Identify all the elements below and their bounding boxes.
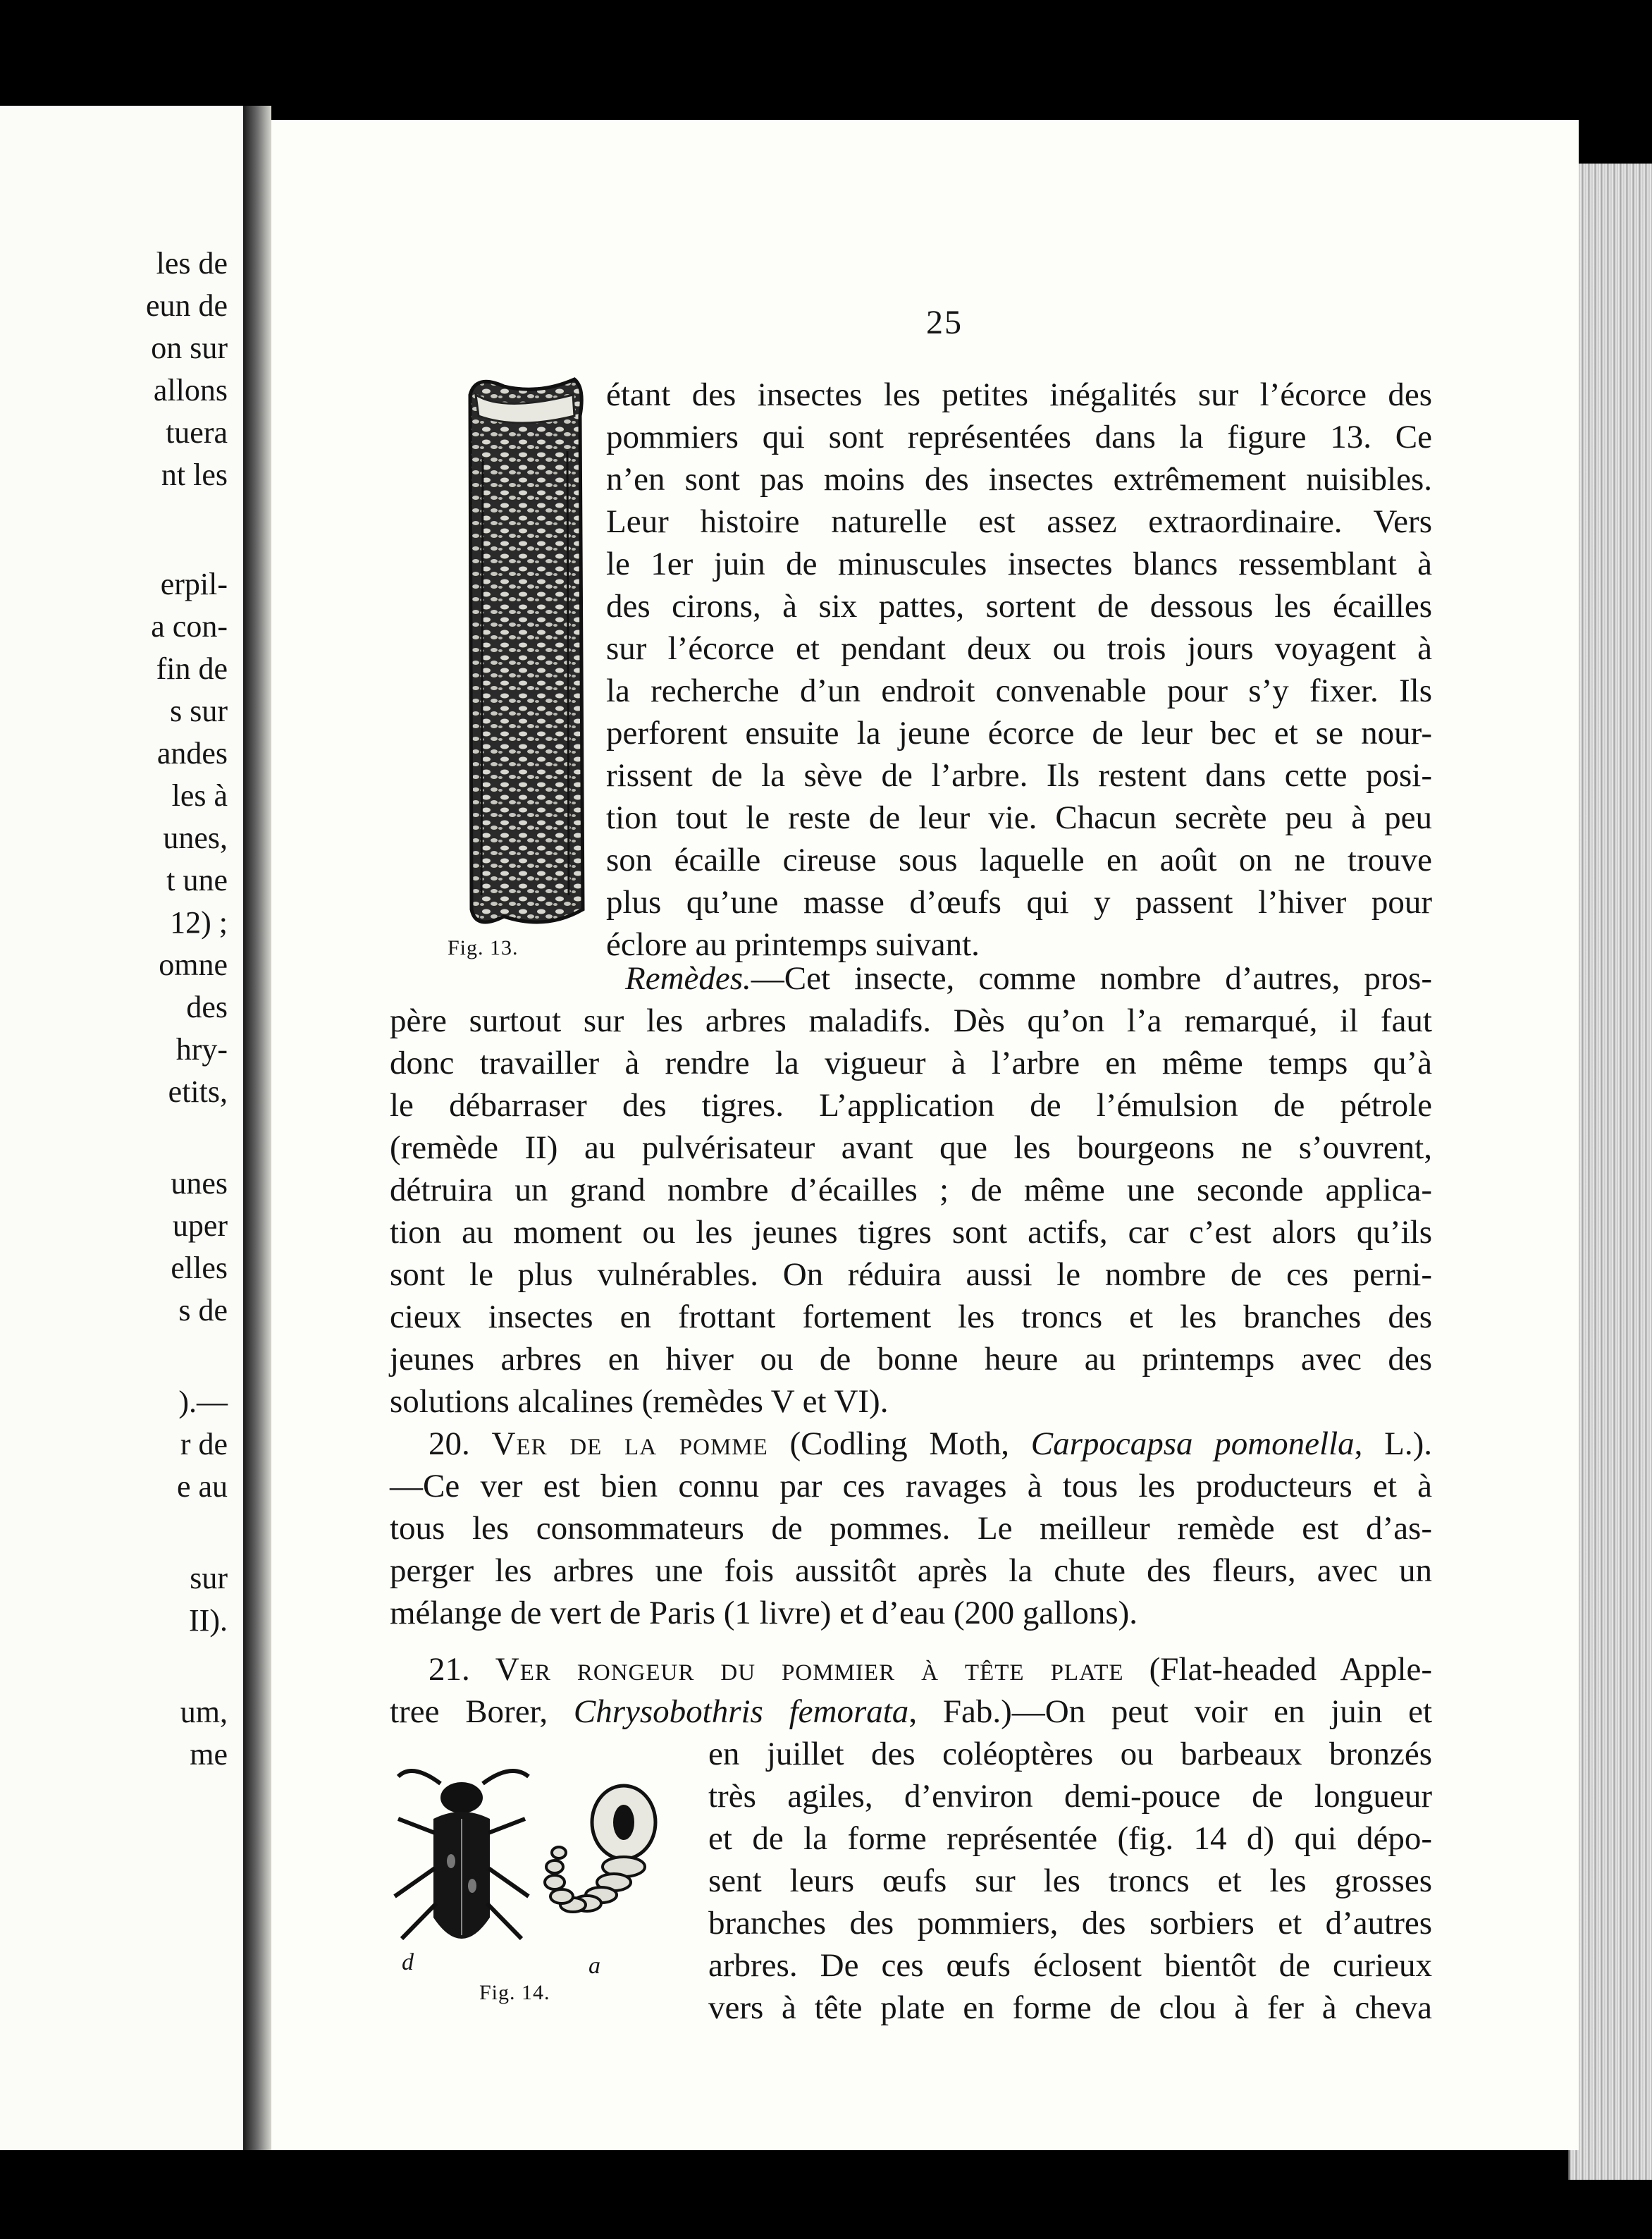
paragraph-line: le 1er juin de minuscules insectes blancs ressemblant à — [606, 546, 1432, 582]
fig13-caption: Fig. 13. — [448, 936, 519, 959]
left-page-text-fragment: andes — [156, 736, 228, 771]
paragraph-line: des cirons, à six pattes, sortent de dessous les écailles — [606, 588, 1432, 625]
section-20-number: 20. — [429, 1425, 470, 1462]
paragraph-line: mélange de vert de Paris (1 livre) et d’eau (200 gallons). — [390, 1595, 1138, 1631]
fig14-beetle-illustration — [384, 1755, 539, 1967]
section-20-latin-name: Carpocapsa pomonella — [1030, 1425, 1355, 1462]
section-21-latin-name: Chrysobothris femorata — [573, 1693, 909, 1730]
paragraph-line: la recherche d’un endroit convenable pour s’y fixer. Ils — [606, 673, 1432, 709]
fig14-label-d — [402, 1949, 414, 1976]
left-page-text-fragment: etits, — [168, 1074, 228, 1109]
paragraph-line: plus qu’une masse d’œufs qui y passent l’hiver pour — [606, 884, 1432, 921]
paragraph-line: jeunes arbres en hiver ou de bonne heure au printemps avec des — [390, 1341, 1432, 1378]
fig14-label-a-text: a — [588, 1953, 601, 1979]
paragraph-line: détruira un grand nombre d’écailles ; de même une seconde applica- — [390, 1172, 1432, 1208]
paragraph-line: n’en sont pas moins des insectes extrêmement nuisibles. — [606, 461, 1432, 498]
fig14-caption: Fig. 14. — [479, 1981, 550, 2004]
left-page-text-fragment: unes — [171, 1166, 228, 1201]
left-page-text-fragment: unes, — [163, 821, 228, 855]
left-page-text-fragment: allons — [153, 373, 228, 407]
paragraph-line: Leur histoire naturelle est assez extraordinaire. Vers — [606, 503, 1432, 540]
section-21-second-line — [390, 1691, 1432, 1733]
left-page-text-fragment: r de — [180, 1427, 228, 1461]
paragraph-line: tous les consommateurs de pommes. Le meilleur remède est d’as- — [390, 1510, 1432, 1547]
section-21-title: Ver rongeur du pommier à tête plate — [495, 1651, 1124, 1688]
left-page-text-fragment: on sur — [151, 331, 228, 365]
paragraph-line: et de la forme représentée (fig. 14 d) qui dépo- — [708, 1820, 1432, 1857]
paragraph-line: son écaille cireuse sous laquelle en août on ne trouve — [606, 842, 1432, 878]
left-page-text-fragment: t une — [166, 863, 228, 897]
section-21-tree-borer: tree Borer, — [390, 1693, 574, 1730]
section-20-common-name: (Codling Moth, — [789, 1425, 1031, 1462]
left-page-text-fragment: eun de — [145, 288, 228, 323]
left-page-text-fragment: a con- — [151, 609, 228, 644]
left-page-text-fragment: s de — [178, 1293, 228, 1327]
left-page-text-fragment: me — [190, 1737, 228, 1772]
remedes-first-line — [625, 957, 1432, 1000]
left-page-text-fragment: nt les — [161, 458, 228, 492]
paragraph-line: tion au moment ou les jeunes tigres sont actifs, car c’est alors qu’ils — [390, 1214, 1432, 1251]
section-20-heading-line — [429, 1423, 1432, 1465]
section-21-heading-line — [429, 1648, 1432, 1691]
paragraph-line: très agiles, d’environ demi-pouce de longueur — [708, 1778, 1432, 1815]
left-page-text-fragment: um, — [180, 1695, 228, 1729]
section-21-number: 21. — [429, 1651, 470, 1688]
paragraph-line: solutions alcalines (remèdes V et VI). — [390, 1383, 889, 1420]
left-page-text-fragment: les à — [171, 778, 228, 813]
fig14-label-d-text: d — [402, 1949, 414, 1975]
paragraph-line: donc travailler à rendre la vigueur à l’arbre en même temps qu’à — [390, 1045, 1432, 1081]
paragraph-line: en juillet des coléoptères ou barbeaux bronzés — [708, 1736, 1432, 1772]
left-page-text-fragment: erpil- — [160, 567, 228, 601]
remedes-first-text: —Cet insecte, comme nombre d’autres, pros- — [751, 960, 1432, 997]
paragraph-line: rissent de la sève de l’arbre. Ils restent dans cette posi- — [606, 757, 1432, 794]
left-page-text-fragment: omne — [159, 947, 228, 982]
book-gutter — [243, 106, 271, 2150]
left-page-text-fragment: sur — [190, 1561, 228, 1595]
left-page-text-fragment: e au — [176, 1469, 228, 1504]
section-21-common-name: (Flat-headed Apple- — [1149, 1651, 1433, 1688]
paragraph-line: sent leurs œufs sur les troncs et les grosses — [708, 1863, 1432, 1899]
paragraph-line: étant des insectes les petites inégalités sur l’écorce des — [606, 376, 1432, 413]
paragraph-line: vers à tête plate en forme de clou à fer à cheva — [708, 1989, 1432, 2026]
left-page-text-fragment: s sur — [170, 694, 228, 728]
left-page-text-fragment: II). — [189, 1603, 228, 1638]
paragraph-line: cieux insectes en frottant fortement les troncs et les branches des — [390, 1299, 1432, 1335]
paragraph-line: père surtout sur les arbres maladifs. Dès qu’on l’a remarqué, il faut — [390, 1002, 1432, 1039]
fig13-bark-illustration — [462, 374, 588, 938]
left-facing-page — [0, 106, 247, 2150]
left-page-text-fragment: tuera — [166, 415, 228, 450]
paragraph-line: sur l’écorce et pendant deux ou trois jours voyagent à — [606, 630, 1432, 667]
paragraph-line: tion tout le reste de leur vie. Chacun secrète peu à peu — [606, 799, 1432, 836]
left-page-text-fragment: les de — [156, 246, 228, 281]
paragraph-line: branches des pommiers, des sorbiers et d’autres — [708, 1905, 1432, 1942]
paragraph-line: perforent ensuite la jeune écorce de leur bec et se nour- — [606, 715, 1432, 752]
left-page-text-fragment: fin de — [156, 651, 228, 686]
paragraph-line: le débarraser des tigres. L’application de l’émulsion de pétrole — [390, 1087, 1432, 1124]
fig14-larva-illustration — [539, 1784, 666, 1967]
paragraph-line: pommiers qui sont représentées dans la figure 13. Ce — [606, 419, 1432, 455]
paragraph-line: —Ce ver est bien connu par ces ravages à tous les producteurs et à — [390, 1468, 1432, 1504]
page-number: 25 — [926, 304, 963, 341]
paragraph-line: sont le plus vulnérables. On réduira aussi le nombre de ces perni- — [390, 1256, 1432, 1293]
left-page-text-fragment: elles — [171, 1251, 228, 1285]
section-20-title: Ver de la pomme — [491, 1425, 768, 1462]
left-page-text-fragment: des — [186, 990, 228, 1024]
section-21-author-text: , Fab.)—On peut voir en juin et — [908, 1693, 1433, 1730]
paragraph-line: éclore au printemps suivant. — [606, 926, 980, 963]
left-page-text-fragment: ).— — [178, 1385, 228, 1419]
page-edges — [1568, 164, 1652, 2180]
left-page-text-fragment: 12) ; — [170, 905, 228, 940]
section-20-author: , L.). — [1354, 1425, 1433, 1462]
left-page-text-fragment: uper — [172, 1208, 228, 1243]
fig14-label-a — [588, 1953, 601, 1980]
paragraph-line: (remède II) au pulvérisateur avant que les bourgeons ne s’ouvrent, — [390, 1129, 1432, 1166]
paragraph-line: perger les arbres une fois aussitôt après la chute des fleurs, avec un — [390, 1552, 1432, 1589]
paragraph-line: arbres. De ces œufs éclosent bientôt de curieux — [708, 1947, 1432, 1984]
remedes-label: Remèdes. — [625, 960, 751, 997]
left-page-text-fragment: hry- — [175, 1032, 228, 1067]
